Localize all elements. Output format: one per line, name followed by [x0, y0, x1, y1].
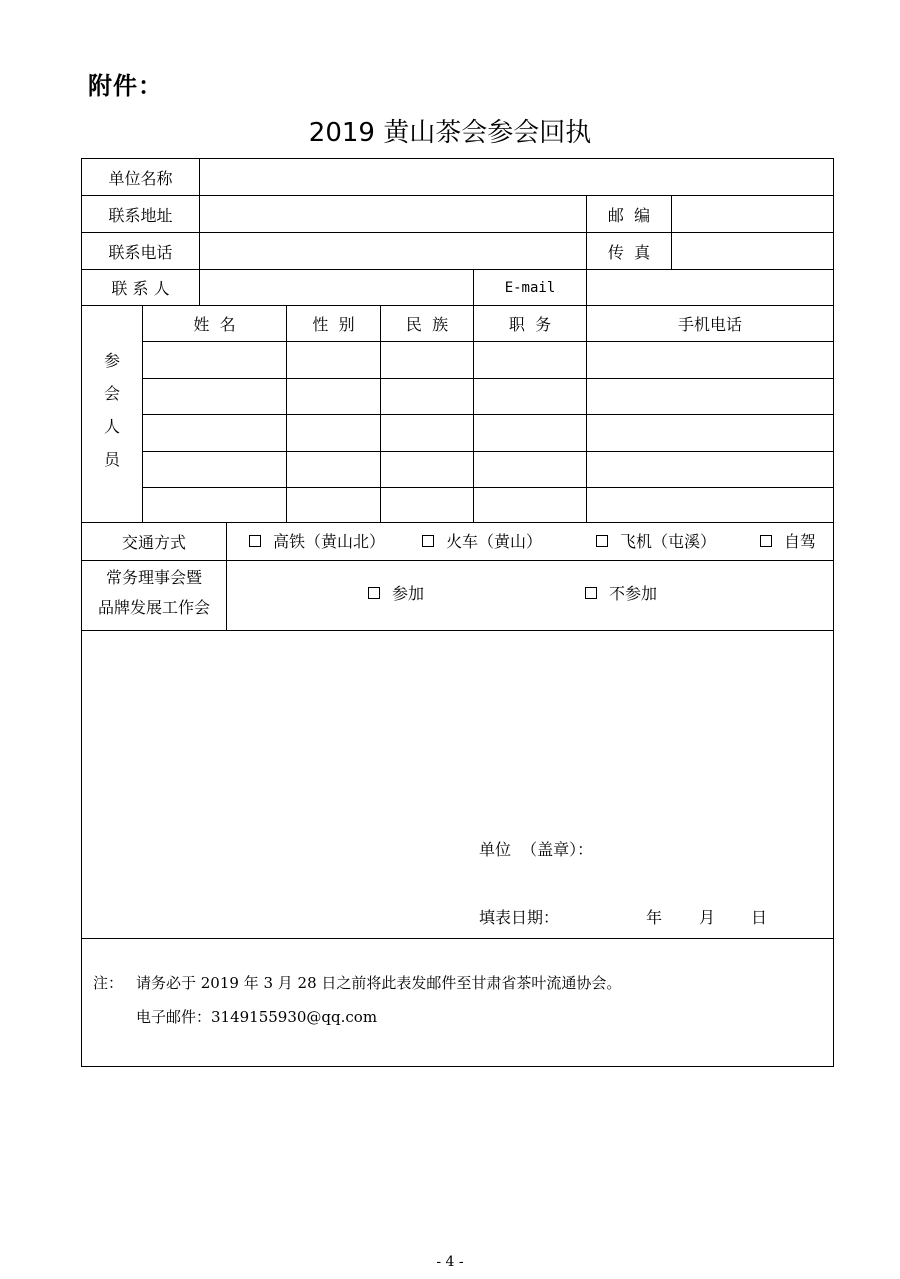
postcode-label: 邮 编 [607, 205, 651, 225]
attendee-mobile-cell[interactable] [587, 415, 833, 451]
column-header-ethnicity: 民 族 [405, 315, 449, 334]
contact-person-field[interactable] [200, 270, 473, 305]
attendee-name-cell[interactable] [143, 488, 286, 522]
attendee-gender-cell[interactable] [287, 452, 380, 487]
transport-option-train[interactable] [422, 529, 542, 552]
checkbox-icon[interactable] [760, 535, 772, 547]
attendee-ethnicity-cell[interactable] [381, 342, 473, 378]
attendee-mobile-cell[interactable] [587, 342, 833, 378]
date-month-label: 月 [699, 908, 716, 927]
checkbox-icon[interactable] [368, 587, 380, 599]
attendee-name-cell[interactable] [143, 342, 286, 378]
attendees-label-char: 人 [103, 417, 120, 436]
attendee-mobile-cell[interactable] [587, 452, 833, 487]
phone-field[interactable] [200, 233, 586, 269]
attachment-label: 附件： [88, 72, 163, 100]
attendee-mobile-cell[interactable] [587, 379, 833, 414]
note-deadline-text: 请务必于 2019 年 3 月 28 日之前将此表发邮件至甘肃省茶叶流通协会。 [136, 974, 622, 992]
attendee-gender-cell[interactable] [287, 488, 380, 522]
page-number: - 4 - [436, 1254, 464, 1270]
transport-option-self-drive[interactable] [760, 529, 816, 552]
postcode-field[interactable] [672, 196, 833, 232]
table-border-bottom [81, 1066, 834, 1067]
attendee-name-cell[interactable] [143, 415, 286, 451]
attendee-ethnicity-cell[interactable] [381, 415, 473, 451]
row-divider [81, 560, 834, 561]
attendee-gender-cell[interactable] [287, 415, 380, 451]
attendee-ethnicity-cell[interactable] [381, 488, 473, 522]
address-label: 联系地址 [108, 205, 173, 225]
fax-field[interactable] [672, 233, 833, 269]
attendees-label-char: 员 [103, 450, 120, 469]
email-field[interactable] [587, 270, 833, 305]
fax-label: 传 真 [607, 242, 651, 262]
column-header-gender: 性 别 [312, 315, 355, 334]
unit-name-field[interactable] [200, 159, 833, 195]
attendee-ethnicity-cell[interactable] [381, 452, 473, 487]
attendees-label-char: 会 [103, 384, 120, 403]
row-divider [81, 938, 834, 939]
contact-person-label: 联 系 人 [111, 279, 170, 298]
col-divider [226, 522, 227, 631]
transport-option-label: 自驾 [784, 532, 817, 551]
checkbox-icon[interactable] [596, 535, 608, 547]
transport-option-label: 高铁（黄山北） [273, 532, 386, 551]
transport-label: 交通方式 [121, 533, 186, 552]
not-attend-option[interactable] [585, 581, 657, 604]
council-meeting-label-line: 常务理事会暨 [105, 568, 202, 587]
attendee-name-cell[interactable] [143, 379, 286, 414]
attendee-position-cell[interactable] [474, 342, 586, 378]
address-field[interactable] [200, 196, 586, 232]
council-meeting-label [82, 563, 226, 623]
column-header-name: 姓 名 [193, 315, 236, 334]
column-header-position: 职 务 [508, 315, 552, 334]
form-title: 2019 黄山茶会参会回执 [308, 118, 592, 148]
attendee-position-cell[interactable] [474, 379, 586, 414]
unit-name-label: 单位名称 [108, 168, 173, 188]
attendee-position-cell[interactable] [474, 488, 586, 522]
phone-label: 联系电话 [108, 242, 173, 262]
attendee-position-cell[interactable] [474, 415, 586, 451]
transport-option-label: 火车（黄山） [446, 532, 543, 551]
attendee-name-cell[interactable] [143, 452, 286, 487]
table-border-right [833, 158, 834, 1067]
attendee-gender-cell[interactable] [287, 379, 380, 414]
transport-option-plane[interactable] [596, 529, 716, 552]
checkbox-icon[interactable] [422, 535, 434, 547]
column-header-mobile: 手机电话 [677, 315, 742, 334]
checkbox-icon[interactable] [585, 587, 597, 599]
unit-stamp-label: 单位 （盖章）： [479, 840, 594, 859]
date-day-label: 日 [751, 908, 768, 927]
attendee-mobile-cell[interactable] [587, 488, 833, 522]
attendee-gender-cell[interactable] [287, 342, 380, 378]
transport-option-label: 飞机（屯溪） [620, 532, 717, 551]
note-email-text: 电子邮件：3149155930@qq.com [136, 1008, 378, 1026]
row-divider [81, 630, 834, 631]
attendee-position-cell[interactable] [474, 452, 586, 487]
checkbox-icon[interactable] [249, 535, 261, 547]
attend-option[interactable] [368, 581, 424, 604]
attendee-ethnicity-cell[interactable] [381, 379, 473, 414]
attend-option-label: 参加 [392, 584, 425, 603]
not-attend-option-label: 不参加 [609, 584, 658, 603]
transport-option-highspeed-rail[interactable] [249, 529, 385, 552]
fill-date-label: 填表日期： [479, 908, 560, 927]
attendees-label-char: 参 [103, 351, 120, 370]
attendees-section-label [82, 344, 142, 476]
note-prefix: 注： [93, 974, 124, 992]
date-year-label: 年 [646, 908, 663, 927]
council-meeting-label-line: 品牌发展工作会 [97, 598, 210, 617]
email-label: E-mail [504, 279, 556, 296]
